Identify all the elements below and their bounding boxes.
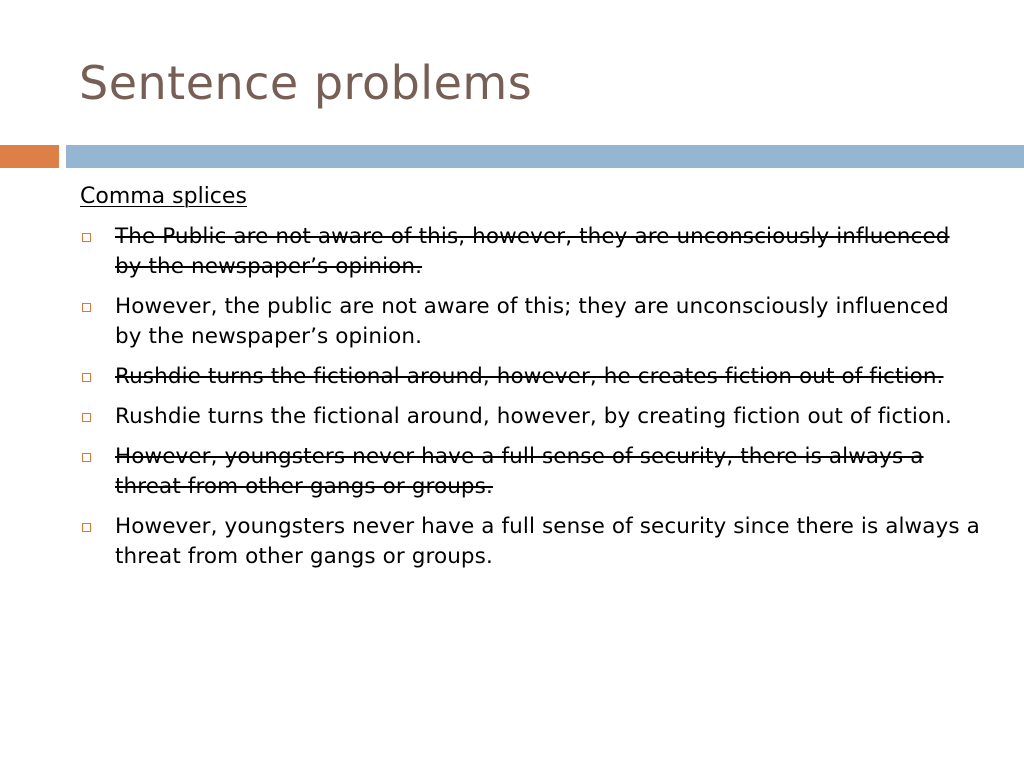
bullet-text: However, the public are not aware of this; they are unconsciously influenced by the newspaper’s opinion. [115,294,949,349]
square-bullet-icon [82,303,91,312]
square-bullet-icon [82,453,91,462]
bullet-text: However, youngsters never have a full sense of security since there is always a threat from other gangs or groups. [115,514,980,569]
square-bullet-icon [82,233,91,242]
bullet-item [80,362,980,392]
bullet-text: Rushdie turns the fictional around, however, he creates fiction out of fiction. [115,364,944,389]
bullet-item [80,222,980,282]
title-divider-band [66,145,1024,168]
slide-title: Sentence problems [79,56,533,110]
slide-content [80,182,980,582]
bullet-text: However, youngsters never have a full sense of security, there is always a threat from other gangs or groups. [115,444,924,499]
bullet-item [80,442,980,502]
section-subheading: Comma splices [80,184,247,209]
accent-bar [0,145,59,168]
bullet-item [80,512,980,572]
square-bullet-icon [82,413,91,422]
bullet-item [80,292,980,352]
bullet-text: The Public are not aware of this, however, they are unconsciously influenced by the newspaper’s opinion. [115,224,950,279]
square-bullet-icon [82,373,91,382]
bullet-item [80,402,980,432]
bullet-list [80,222,980,572]
square-bullet-icon [82,523,91,532]
bullet-text: Rushdie turns the fictional around, however, by creating fiction out of fiction. [115,404,952,429]
